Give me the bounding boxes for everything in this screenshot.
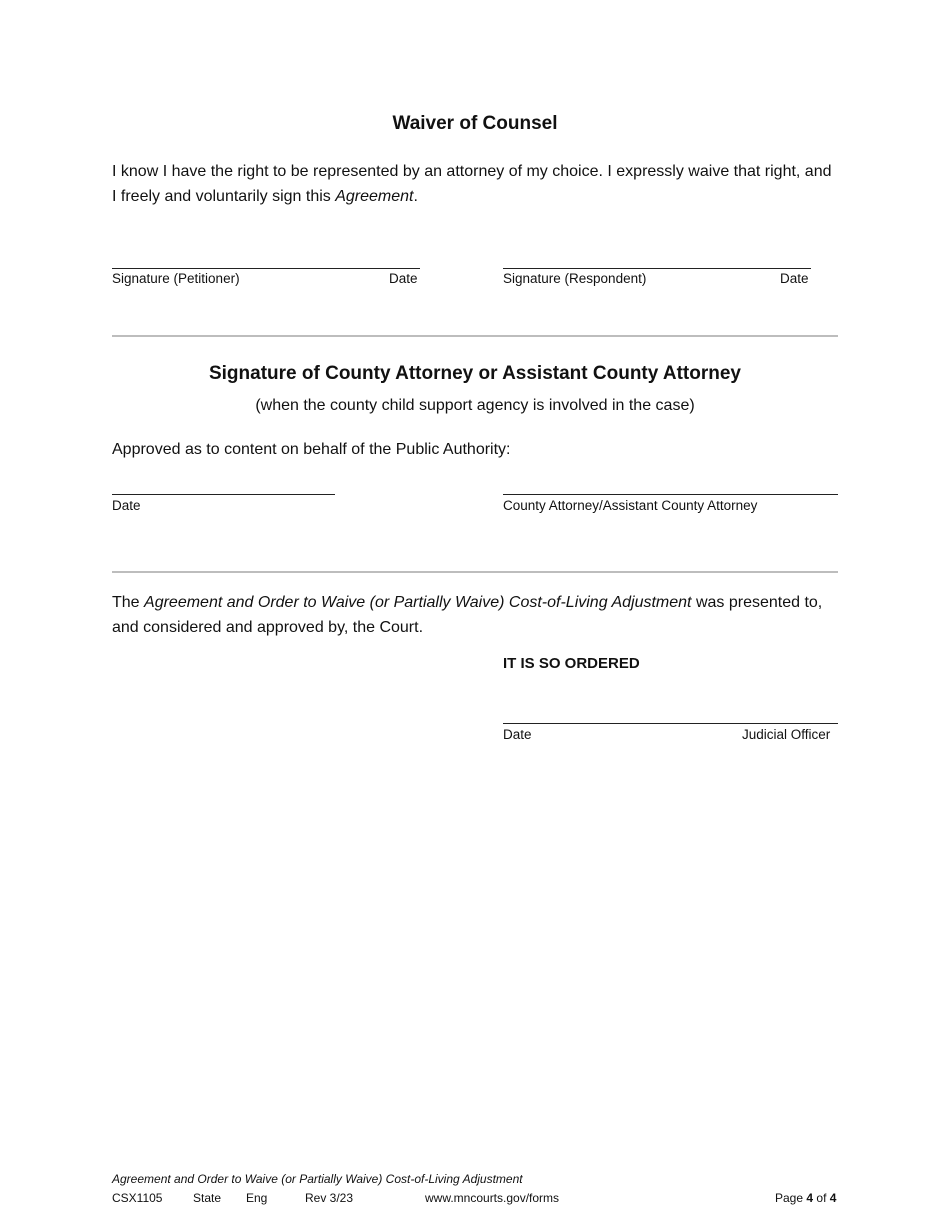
respondent-signature-label: Signature (Respondent)	[503, 271, 647, 286]
so-ordered-text: IT IS SO ORDERED	[503, 655, 640, 672]
respondent-date-label: Date	[780, 271, 809, 286]
footer-form-code: CSX1105	[112, 1191, 163, 1205]
county-attorney-subheading: (when the county child support agency is involved in the case)	[255, 397, 695, 414]
judicial-officer-label: Judicial Officer	[742, 727, 831, 742]
petitioner-signature-label: Signature (Petitioner)	[112, 271, 240, 286]
county-date-label: Date	[112, 498, 141, 513]
court-date-label: Date	[503, 727, 532, 742]
footer-form-title: Agreement and Order to Waive (or Partially Waive) Cost-of-Living Adjustment	[112, 1172, 523, 1186]
respondent-signature-line[interactable]	[503, 268, 811, 269]
judicial-officer-signature-line[interactable]	[503, 723, 838, 724]
approved-text: Approved as to content on behalf of the Public Authority:	[112, 441, 511, 458]
court-approval-text: The Agreement and Order to Waive (or Partially Waive) Cost-of-Living Adjustment was presented to, and considered and approved by, the Court.	[112, 594, 823, 636]
footer-page-number: Page 4 of 4	[775, 1191, 837, 1205]
county-attorney-heading: Signature of County Attorney or Assistant County Attorney	[208, 363, 742, 384]
petitioner-date-label: Date	[389, 271, 418, 286]
footer-language: Eng	[246, 1191, 268, 1205]
county-attorney-signature-line[interactable]	[503, 494, 838, 495]
county-date-line[interactable]	[112, 494, 335, 495]
footer-jurisdiction: State	[193, 1191, 222, 1205]
waiver-heading: Waiver of Counsel	[392, 113, 558, 134]
waiver-text: I know I have the right to be represented by an attorney of my choice. I expressly waive that right, and I freely and voluntarily sign this Agreement.	[112, 163, 832, 205]
footer-revision: Rev 3/23	[305, 1191, 354, 1205]
county-attorney-label: County Attorney/Assistant County Attorney	[503, 498, 758, 513]
petitioner-signature-line[interactable]	[112, 268, 420, 269]
section-divider	[112, 571, 838, 573]
section-divider	[112, 335, 838, 337]
footer-website-link[interactable]: www.mncourts.gov/forms	[425, 1191, 560, 1205]
